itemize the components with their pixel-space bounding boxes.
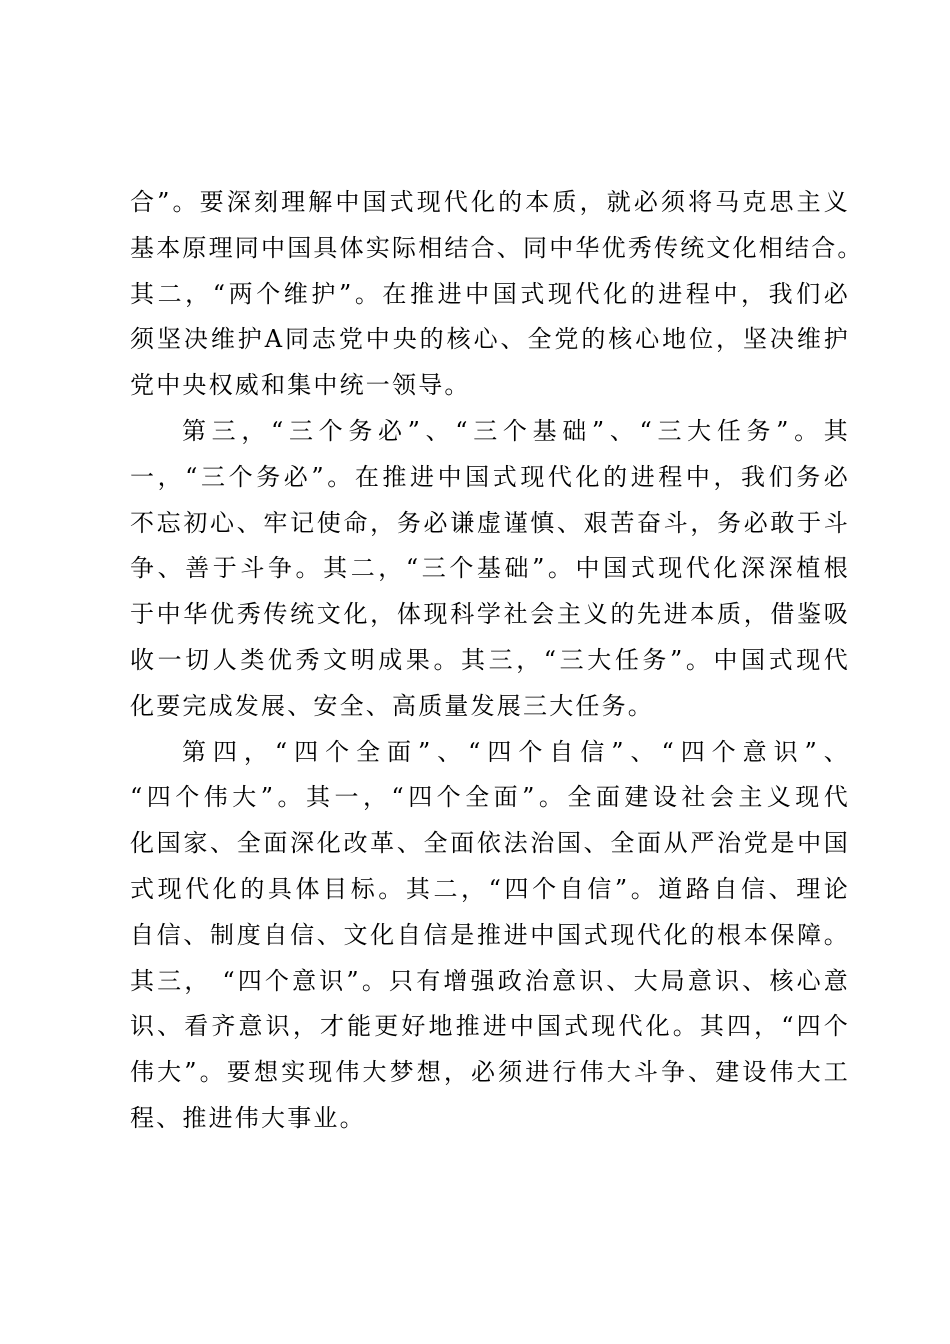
- text-line: 第三，“三个务必”、“三个基础”、“三大任务”。其: [182, 416, 850, 445]
- text-line: 合”。要深刻理解中国式现代化的本质，就必须将马克思主义: [130, 188, 850, 216]
- paragraph-1: [130, 180, 864, 409]
- document-body: [130, 180, 864, 1142]
- text-line: 第四，“四个全面”、“四个自信”、“四个意识”、: [182, 737, 850, 766]
- text-line: 化要完成发展、安全、高质量发展三大任务。: [130, 691, 654, 720]
- paragraph-2: [130, 409, 850, 730]
- text-line: 党中央权威和集中统一领导。: [130, 371, 471, 400]
- text-line: “四个伟大”。其一，“四个全面”。全面建设社会主义现代: [130, 783, 850, 812]
- text-line: 须坚决维护A同志党中央的核心、全党的核心地位，坚决维护: [130, 325, 850, 354]
- paragraph-3: [130, 730, 850, 1142]
- text-line: 收一切人类优秀文明成果。其三，“三大任务”。中国式现代: [130, 645, 850, 674]
- text-line: 伟大”。要想实现伟大梦想，必须进行伟大斗争、建设伟大工: [130, 1058, 850, 1087]
- text-line: 不忘初心、牢记使命，务必谦虚谨慎、艰苦奋斗，务必敢于斗: [130, 508, 850, 537]
- text-line: 识、看齐意识，才能更好地推进中国式现代化。其四，“四个: [130, 1012, 850, 1041]
- text-line: 基本原理同中国具体实际相结合、同中华优秀传统文化相结合。: [130, 233, 864, 262]
- text-line: 其二，“两个维护”。在推进中国式现代化的进程中，我们必: [130, 279, 850, 308]
- text-line: 于中华优秀传统文化，体现科学社会主义的先进本质，借鉴吸: [130, 600, 850, 629]
- text-line: 化国家、全面深化改革、全面依法治国、全面从严治党是中国: [130, 829, 850, 858]
- text-line: 式现代化的具体目标。其二，“四个自信”。道路自信、理论: [130, 874, 850, 903]
- text-line: 其三， “四个意识”。只有增强政治意识、大局意识、核心意: [130, 966, 850, 995]
- text-line: 争、善于斗争。其二，“三个基础”。中国式现代化深深植根: [130, 554, 850, 583]
- text-line: 自信、制度自信、文化自信是推进中国式现代化的根本保障。: [130, 920, 850, 949]
- text-line: 一，“三个务必”。在推进中国式现代化的进程中，我们务必: [130, 462, 850, 491]
- text-line: 程、推进伟大事业。: [130, 1103, 366, 1132]
